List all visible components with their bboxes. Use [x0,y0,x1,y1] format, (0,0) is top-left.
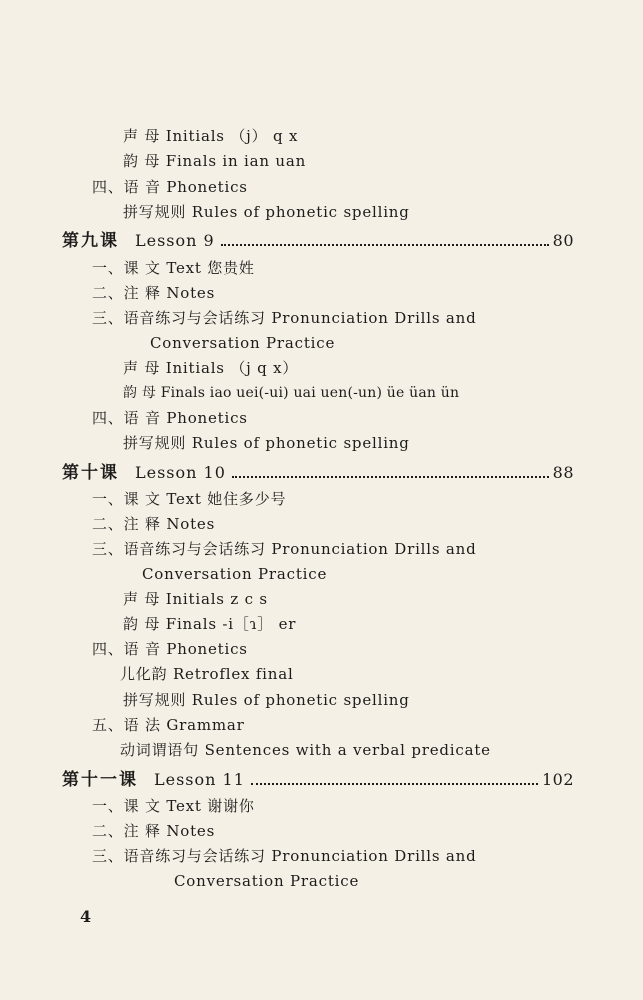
toc-entry: 四、语 音 Phonetics [92,640,248,658]
toc-entry: Conversation Practice [150,334,336,352]
toc-entry: 韵 母 Finals in ian uan [123,152,307,170]
toc-entry: 二、注 释 Notes [92,515,216,533]
toc-entry: 拼写规则 Rules of phonetic spelling [123,434,410,452]
toc-entry: Conversation Practice [142,565,328,583]
lesson-title: Lesson 10 [135,463,226,482]
leader-dots [232,475,549,478]
toc-entry: 韵 母 Finals iao uei(-ui) uai uen(-un) üe üan ün [123,385,460,401]
lesson-number: 第九课 [62,231,119,251]
toc-entry: 一、课 文 Text 您贵姓 [92,259,255,277]
lesson-heading-10[interactable] [62,462,574,484]
toc-entry: 儿化韵 Retroflex final [120,665,294,683]
toc-entry: 四、语 音 Phonetics [92,409,248,427]
toc-entry: 二、注 释 Notes [92,822,216,840]
page-reference: 88 [552,463,574,482]
toc-entry: 拼写规则 Rules of phonetic spelling [123,203,410,221]
toc-entry: Conversation Practice [174,872,360,890]
toc-entry: 三、语音练习与会话练习 Pronunciation Drills and [92,540,477,558]
lesson-number: 第十课 [62,463,119,483]
toc-entry: 四、语 音 Phonetics [92,178,248,196]
toc-entry: 一、课 文 Text 她住多少号 [92,490,287,508]
lesson-heading-11[interactable] [62,769,574,791]
page-reference: 102 [541,770,574,789]
toc-entry: 声 母 Initials （j） q x [123,127,299,145]
toc-entry: 拼写规则 Rules of phonetic spelling [123,691,410,709]
toc-entry: 韵 母 Finals -i［ɿ］ er [123,615,297,633]
toc-entry: 五、语 法 Grammar [92,716,245,734]
leader-dots [221,243,549,246]
toc-entry: 二、注 释 Notes [92,284,216,302]
toc-entry: 一、课 文 Text 谢谢你 [92,797,255,815]
toc-entry: 声 母 Initials z c s [123,590,268,608]
leader-dots [251,782,538,785]
toc-entry: 三、语音练习与会话练习 Pronunciation Drills and [92,309,477,327]
lesson-number: 第十一课 [62,770,138,790]
lesson-title: Lesson 11 [154,770,245,789]
page-reference: 80 [552,231,574,250]
lesson-title: Lesson 9 [135,231,215,250]
toc-entry: 动词谓语句 Sentences with a verbal predicate [120,741,491,759]
lesson-heading-9[interactable] [62,230,574,252]
page-number: 4 [80,907,92,926]
toc-entry: 三、语音练习与会话练习 Pronunciation Drills and [92,847,477,865]
toc-entry: 声 母 Initials （j q x） [123,359,299,377]
